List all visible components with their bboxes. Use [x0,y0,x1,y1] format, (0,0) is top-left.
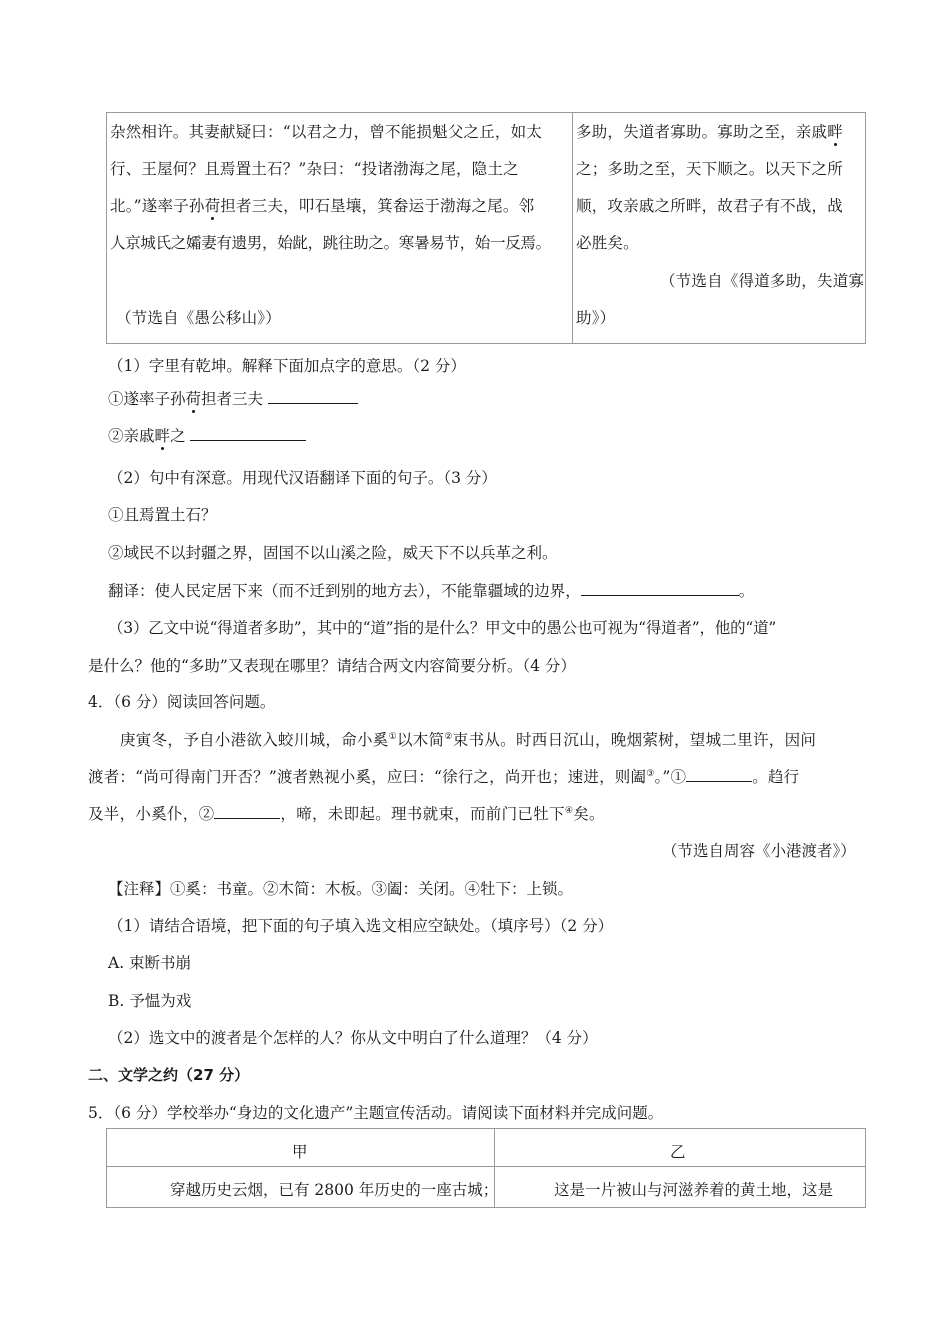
q3-sub3-line2: 是什么？他的“多助”又表现在哪里？请结合两文内容简要分析。（4 分） [88,657,576,675]
passage-right-line-1: 多助，失道者寡助。寡助之至，亲戚畔 [576,123,843,141]
q5-heading: 5．（6 分）学校举办“身边的文化遗产”主题宣传活动。请阅读下面材料并完成问题。 [88,1104,664,1122]
q3-item1: ①遂率子孙荷担者三夫 [108,387,358,409]
passage-right-line-4: 必胜矣。 [576,234,639,252]
answer-blank-2[interactable] [190,426,306,441]
q4-passage-line-1: 庚寅冬，予自小港欲入蛟川城，命小奚①以木简②束书从。时西日沉山，晚烟萦树，望城二里许，因问 [120,731,817,749]
passage-left-source: （节选自《愚公移山》） [116,309,281,327]
material-header-a: 甲 [292,1143,308,1161]
q3-sub3-line1: （3）乙文中说“得道者多助”，其中的“道”指的是什么？甲文中的愚公也可视为“得道者”，他的“道” [108,619,777,637]
dotted-char: 畔 [827,123,843,141]
q3-sentence-2: ②域民不以封疆之界，固国不以山溪之险，威天下不以兵革之利。 [108,544,558,562]
material-header-b: 乙 [670,1143,686,1161]
answer-blank-1[interactable] [268,389,358,404]
passage-right-line-2: 之；多助之至，天下顺之。以天下之所 [576,160,843,178]
section-heading: 二、文学之约（27 分） [88,1066,250,1084]
dotted-char: 荷 [185,390,202,408]
q4-option-a: A. 束断书崩 [108,954,192,972]
passage-left-line-2: 行、王屋何？且焉置土石？”杂曰：“投诸渤海之尾，隐土之 [110,160,519,178]
dotted-char: 荷 [204,197,221,215]
q3-translation: 翻译：使人民定居下来（而不迁到别的地方去），不能靠疆域的边界， 。 [108,582,755,600]
material-text-a: 穿越历史云烟，已有 2800 年历史的一座古城； [170,1181,499,1199]
passage-right-source-2: 助》） [576,309,616,327]
header-divider [107,1166,865,1167]
q4-source: （节选自周容《小港渡者》） [662,842,856,860]
column-divider [572,113,573,343]
q4-option-b: B. 予愠为戏 [108,992,192,1010]
q3-sub1: （1）字里有乾坤。解释下面加点字的意思。（2 分） [108,357,466,375]
q3-sub2: （2）句中有深意。用现代汉语翻译下面的句子。（3 分） [108,469,497,487]
q3-item2: ②亲戚畔之 [108,424,306,446]
material-text-b: 这是一片被山与河滋养着的黄土地，这是 [554,1181,834,1199]
answer-blank-3[interactable] [581,581,739,596]
q4-passage-line-3: 及半，小奚仆，② ，啼，未即起。理书就束，而前门已牡下④矣。 [88,805,605,823]
q4-passage-line-2: 渡者：“尚可得南门开否？”渡者熟视小奚，应曰：“徐行之，尚开也；速进，则阖③。”① 。趋行 [88,768,800,786]
passage-right-line-3: 顺，攻亲戚之所畔，故君子有不战，战 [576,197,843,215]
q4-heading: 4．（6 分）阅读回答问题。 [88,693,276,711]
q4-sub2: （2）选文中的渡者是个怎样的人？你从文中明白了什么道理？（4 分） [108,1029,598,1047]
passage-left-line-4: 人京城氏之孀妻有遗男，始龀，跳往助之。寒暑易节，始一反焉。 [110,234,551,252]
passage-left-line-3: 北。”遂率子孙荷担者三夫，叩石垦壤，箕畚运于渤海之尾。邻 [110,197,535,215]
q3-sentence-1: ①且焉置土石？ [108,506,217,524]
passage-right-source-1: （节选自《得道多助，失道寡 [660,272,865,290]
passage-blank-1[interactable] [686,767,752,782]
q4-note: 【注释】①奚：书童。②木简：木板。③阖：关闭。④牡下：上锁。 [108,880,574,898]
passage-left-line-1: 杂然相许。其妻献疑曰：“以君之力，曾不能损魁父之丘，如太 [110,123,543,141]
passage-blank-2[interactable] [214,804,280,819]
dotted-char: 畔 [154,427,171,445]
q4-sub1: （1）请结合语境，把下面的句子填入选文相应空缺处。（填序号）（2 分） [108,917,614,935]
